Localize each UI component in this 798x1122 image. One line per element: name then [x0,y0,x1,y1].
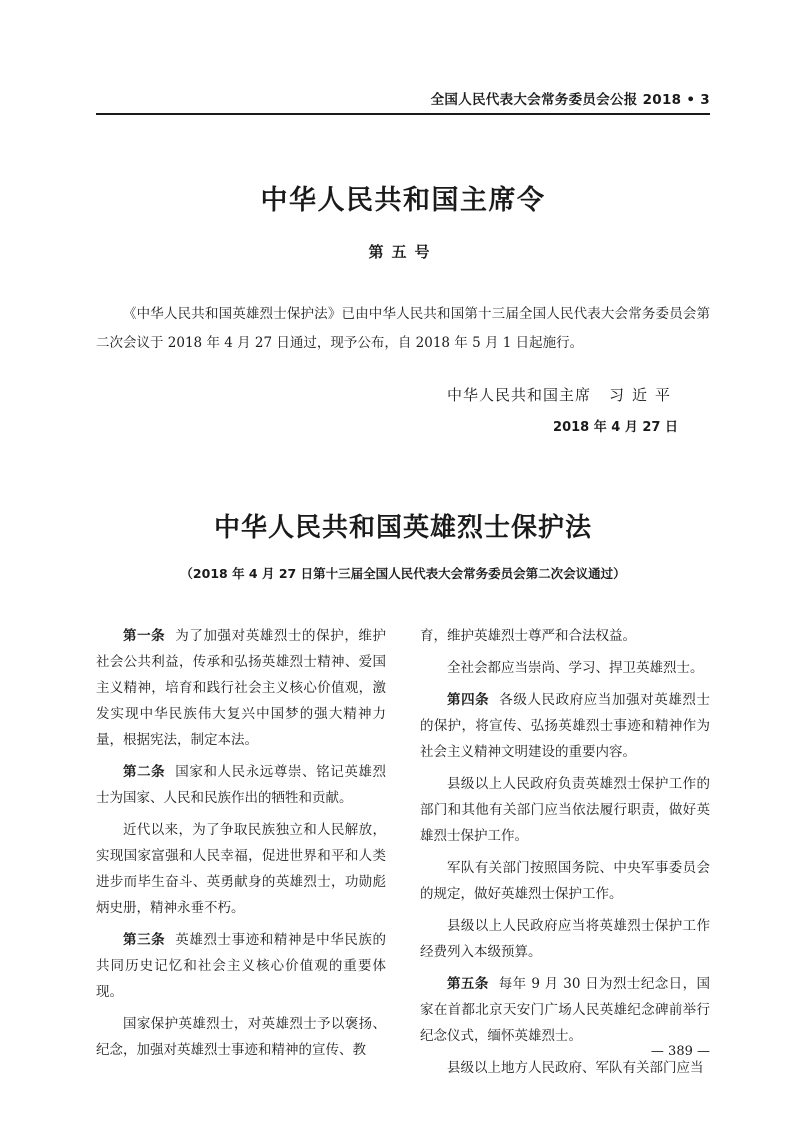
decree-signer [96,384,678,405]
paragraph-text: 每年 9 月 30 日为烈士纪念日，国家在首都北京天安门广场人民英雄纪念碑前举行纪念仪式，缅怀英雄烈士。 [420,976,710,1044]
paragraph-text: 为了加强对英雄烈士的保护，维护社会公共利益，传承和弘扬英雄烈士精神、爱国主义精神，培育和践行社会主义核心价值观，激发实现中华民族伟大复兴中国梦的强大精神力量，根据宪法，制定本法。 [96,628,387,748]
paragraph-text: 国家保护英雄烈士，对英雄烈士予以褒扬、纪念，加强对英雄烈士事迹和精神的宣传、教 [96,1016,386,1058]
article-label: 第二条 [123,764,166,780]
paragraph [420,913,710,965]
decree-number: 第五号 [368,243,438,261]
law-subtitle: （2018 年 4 月 27 日第十三届全国人民代表大会常务委员会第二次会议通过） [180,566,626,581]
article-paragraph [96,759,386,811]
article-paragraph [96,927,386,1005]
article-paragraph [420,971,710,1049]
left-column [96,623,386,1069]
header-rule [96,113,710,115]
paragraph [420,655,710,681]
decree-date: 2018 年 4 月 27 日 [553,420,678,435]
decree-text: 《中华人民共和国英雄烈士保护法》已由中华人民共和国第十三届全国人民代表大会常务委员会第二次会议于 2018 年 4 月 27 日通过，现予公布，自 2018 年 5 月 1 日起施行。 [96,306,710,351]
article-paragraph [96,623,386,753]
article-paragraph [420,687,710,765]
page-number: — 389 — [650,1044,710,1059]
paragraph-text: 近代以来，为了争取民族独立和人民解放，实现国家富强和人民幸福，促进世界和平和人类进步而毕生奋斗、英勇献身的英雄烈士，功勋彪炳史册，精神永垂不朽。 [96,822,386,916]
paragraph [96,1011,386,1063]
paragraph-text: 各级人民政府应当加强对英雄烈士的保护，将宣传、弘扬英雄烈士事迹和精神作为社会主义精神文明建设的重要内容。 [420,692,711,760]
signer-name: 习近平 [608,386,678,404]
paragraph-text: 英雄烈士事迹和精神是中华民族的共同历史记忆和社会主义核心价值观的重要体现。 [96,932,387,1000]
paragraph-text: 军队有关部门按照国务院、中央军事委员会的规定，做好英雄烈士保护工作。 [420,860,710,902]
paragraph-text: 县级以上人民政府负责英雄烈士保护工作的部门和其他有关部门应当依法履行职责，做好英雄烈士保护工作。 [420,776,710,844]
article-label: 第四条 [447,692,490,708]
decree-title: 中华人民共和国主席令 [260,185,546,216]
right-column [420,623,710,1087]
paragraph [420,855,710,907]
paragraph-text: 育，维护英雄烈士尊严和合法权益。 [420,628,636,644]
paragraph [420,771,710,849]
paragraph [96,817,386,921]
journal-header: 全国人民代表大会常务委员会公报 2018 • 3 [430,92,710,108]
paragraph-text: 县级以上人民政府应当将英雄烈士保护工作经费列入本级预算。 [420,918,710,960]
article-label: 第三条 [123,932,166,948]
law-title: 中华人民共和国英雄烈士保护法 [213,513,592,543]
paragraph-text: 县级以上地方人民政府、军队有关部门应当 [447,1060,704,1076]
paragraph-text: 全社会都应当崇尚、学习、捍卫英雄烈士。 [447,660,704,676]
article-label: 第一条 [123,628,166,644]
paragraph [420,623,710,649]
signer-title: 中华人民共和国主席 [446,386,591,404]
article-label: 第五条 [447,976,489,992]
paragraph-text: 国家和人民永远尊崇、铭记英雄烈士为国家、人民和民族作出的牺牲和贡献。 [96,764,387,806]
